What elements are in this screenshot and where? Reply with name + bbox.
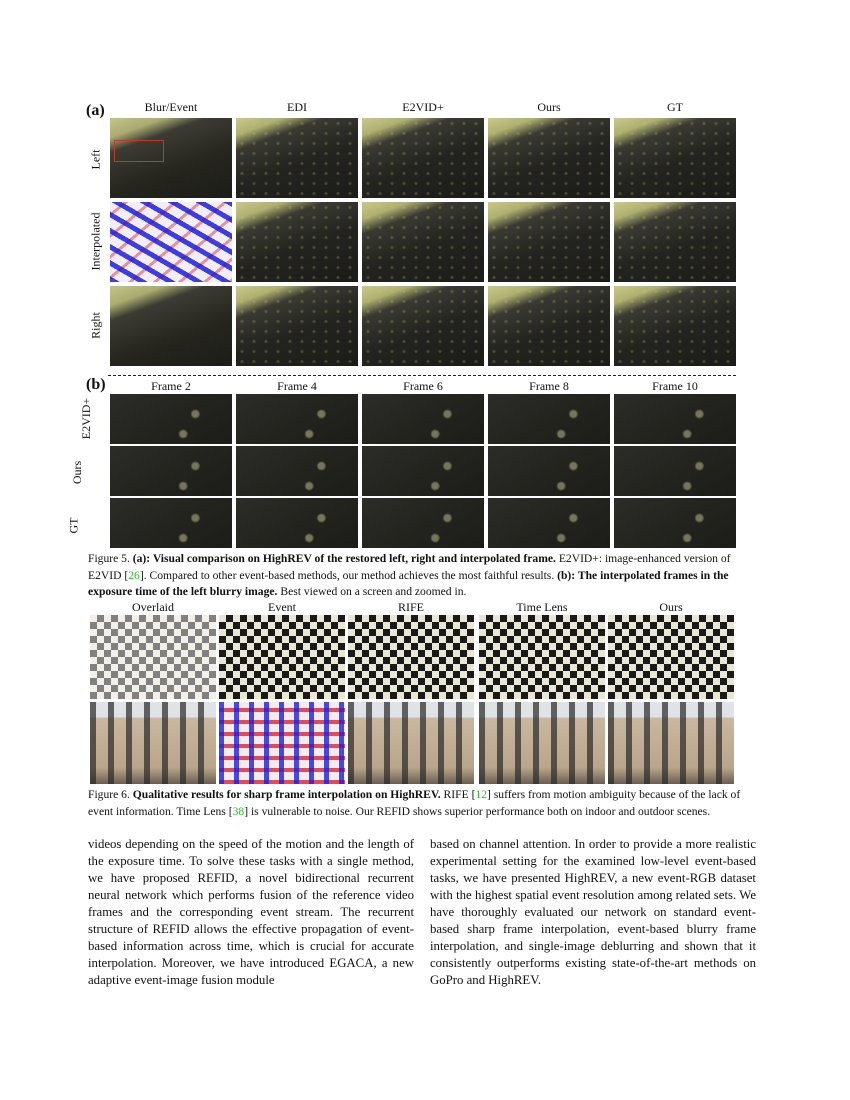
caption-text-6-3: ] is vulnerable to noise. Our REFID shows superior performance both on indoor and outdoor scenes. [244, 804, 711, 818]
panel-a-label: (a) [86, 102, 105, 119]
column-header-frame-2: Frame 2 [151, 379, 191, 393]
image-checker-overlaid [90, 615, 216, 699]
column-header-overlaid: Overlaid [132, 600, 174, 614]
image-interpolated-edi [236, 202, 358, 282]
image-gt-frame-2 [110, 498, 232, 548]
image-building-time-lens [479, 702, 605, 784]
image-ours-frame-4 [236, 446, 358, 496]
image-interpolated-gt [614, 202, 736, 282]
image-interpolated-event [110, 202, 232, 282]
image-ours-frame-2 [110, 446, 232, 496]
image-gt-frame-10 [614, 498, 736, 548]
image-right-ours [488, 286, 610, 366]
caption-prefix: Figure 5. [88, 552, 133, 565]
image-checker-event [219, 615, 345, 699]
image-ours-frame-10 [614, 446, 736, 496]
caption-bold-b: (b): The interpolated frames in the exposure time of the left blurry image. [88, 568, 729, 598]
image-checker-ours [608, 615, 734, 699]
image-building-overlaid [90, 702, 216, 784]
citation-link-12[interactable]: 12 [475, 788, 488, 801]
image-left-ours [488, 118, 610, 198]
caption-prefix-6: Figure 6. [88, 788, 133, 801]
column-header-event: Event [268, 600, 296, 614]
image-right-edi [236, 286, 358, 366]
caption-text-1: E2VID+: image-enhanced version of E2VID [ [88, 552, 731, 582]
zoom-region-box [114, 140, 164, 162]
column-header-edi: EDI [287, 100, 307, 114]
column-header-ours: Ours [537, 100, 561, 114]
column-header-ours-fig6: Ours [659, 600, 683, 614]
figure-5-caption [88, 551, 762, 601]
caption-text-6-2: ] suffers from motion ambiguity because of the lack of event information. Time Lens [ [88, 788, 741, 818]
image-building-ours [608, 702, 734, 784]
caption-text-6-1: RIFE [ [440, 788, 476, 801]
image-ours-frame-6 [362, 446, 484, 496]
image-right-gt [614, 286, 736, 366]
body-text-left-column: videos depending on the speed of the motion and the length of the exposure time. To solve these tasks with a single method, we have proposed REFID, a novel bidirectional recurrent neural network which performs fusion of the reference video frames and the corresponding event stream. The recurrent structure of REFID allows the effective propagation of event-based information across time, which is crucial for accurate interpolation. Moreover, we have introduced EGACA, a new adaptive event-image fusion module [88, 837, 414, 987]
image-left-e2vid [362, 118, 484, 198]
image-interpolated-e2vid [362, 202, 484, 282]
image-gt-frame-4 [236, 498, 358, 548]
dashed-divider [108, 375, 736, 376]
column-header-frame-4: Frame 4 [277, 379, 317, 393]
row-header-right: Right [88, 312, 103, 339]
image-interpolated-ours [488, 202, 610, 282]
caption-bold-a: (a): Visual comparison on HighREV of the restored left, right and interpolated frame. [132, 552, 556, 565]
row-header-ours: Ours [70, 460, 85, 485]
image-e2vid-frame-4 [236, 394, 358, 444]
caption-text-3: Best viewed on a screen and zoomed in. [277, 585, 467, 598]
row-header-e2vid: E2VID+ [79, 397, 94, 440]
column-header-frame-6: Frame 6 [403, 379, 443, 393]
body-text-right-column: based on channel attention. In order to provide a more realistic experimental setting for the examined low-level event-based tasks, we have presented HighREV, a new event-RGB dataset with the highest spatial event resolution among related sets. We have thoroughly evaluated our network on standard event-based sharp frame interpolation, event-based blurry frame interpolation, and single-image deblurring and shown that it consistently outperforms existing state-of-the-art methods on GoPro and HighREV. [430, 837, 756, 987]
image-ours-frame-8 [488, 446, 610, 496]
image-left-edi [236, 118, 358, 198]
caption-bold-6: Qualitative results for sharp frame interpolation on HighREV. [132, 788, 441, 801]
image-left-gt [614, 118, 736, 198]
column-header-rife: RIFE [397, 600, 424, 614]
image-building-event [219, 702, 345, 784]
image-e2vid-frame-2 [110, 394, 232, 444]
citation-link-38[interactable]: 38 [232, 804, 245, 818]
panel-b-label: (b) [86, 376, 106, 393]
image-right-blur [110, 286, 232, 366]
caption-text-2: ]. Compared to other event-based methods, our method achieves the most faithful results. [139, 568, 558, 582]
image-left-blur [110, 118, 232, 198]
row-header-gt: GT [66, 517, 81, 534]
image-gt-frame-6 [362, 498, 484, 548]
row-header-left: Left [88, 149, 103, 170]
image-building-rife [348, 702, 474, 784]
citation-link[interactable]: 26 [128, 568, 140, 582]
column-header-e2vid: E2VID+ [402, 100, 444, 114]
image-gt-frame-8 [488, 498, 610, 548]
image-checker-rife [348, 615, 474, 699]
figure-6-caption [88, 787, 764, 820]
column-header-time-lens: Time Lens [516, 600, 568, 614]
image-e2vid-frame-10 [614, 394, 736, 444]
image-e2vid-frame-8 [488, 394, 610, 444]
column-header-blur-event: Blur/Event [144, 100, 198, 114]
row-header-interpolated: Interpolated [88, 212, 103, 271]
image-checker-time-lens [479, 615, 605, 699]
column-header-frame-8: Frame 8 [529, 379, 569, 393]
image-e2vid-frame-6 [362, 394, 484, 444]
image-right-e2vid [362, 286, 484, 366]
column-header-gt: GT [667, 100, 683, 114]
column-header-frame-10: Frame 10 [652, 379, 698, 393]
